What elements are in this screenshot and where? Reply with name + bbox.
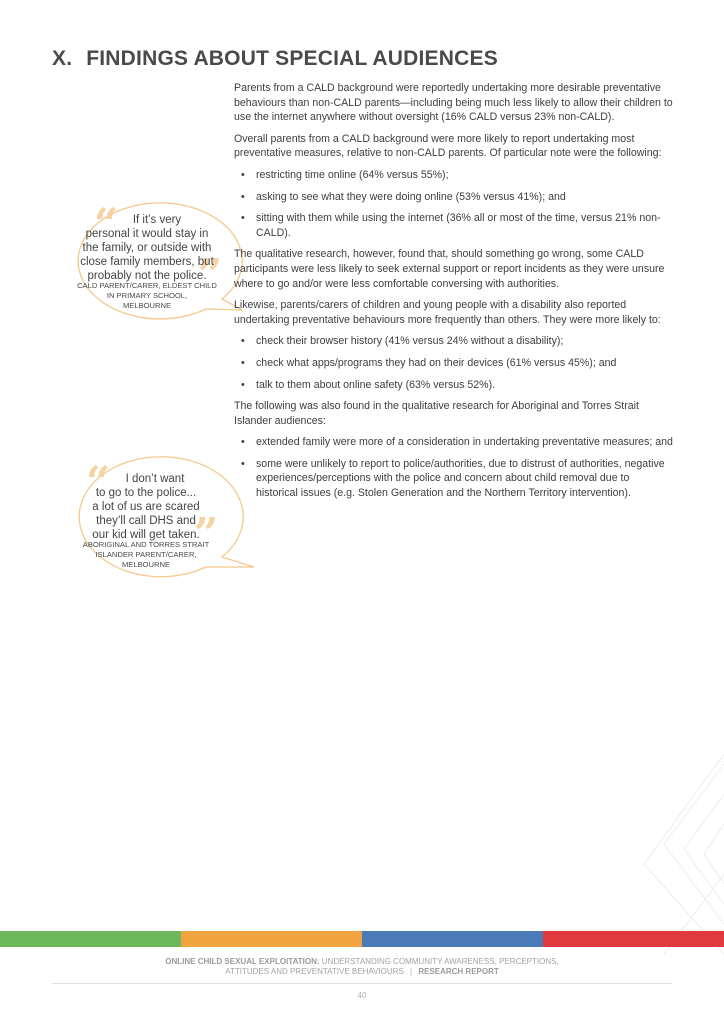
list-item: • restricting time online (64% versus 55%); bbox=[234, 168, 674, 183]
quote-text bbox=[46, 213, 248, 283]
section-title: FINDINGS ABOUT SPECIAL AUDIENCES bbox=[86, 47, 498, 70]
paragraph: Parents from a CALD background were reportedly undertaking more desirable preventative behaviours than non-CALD parents—including being much less likely to allow their children to use the internet anywhere without oversight (16% CALD versus 23% non-CALD). bbox=[234, 82, 673, 124]
color-bar-segment-orange bbox=[181, 931, 362, 947]
chevron-pattern-icon bbox=[604, 754, 724, 954]
quote-line: a lot of us are scared bbox=[92, 501, 200, 513]
section-number: X. bbox=[52, 47, 73, 70]
paragraph: The qualitative research, however, found that, should something go wrong, some CALD participants were less likely to seek external support or report incidents as they were unsure where to go and/or were less comfortable conversing with authorities. bbox=[234, 248, 665, 290]
footer-title-line2: ATTITUDES AND PREVENTATIVE BEHAVIOURS bbox=[225, 967, 404, 976]
paragraph: Likewise, parents/carers of children and young people with a disability also reported undertaking preventative behaviours more frequently than others. They were more likely to: bbox=[234, 299, 661, 326]
attribution-line: ISLANDER PARENT/CARER, bbox=[95, 550, 197, 559]
quote-bubble-atsi bbox=[46, 455, 258, 583]
footer-title-rest: UNDERSTANDING COMMUNITY AWARENESS, PERCEPTIONS, bbox=[321, 957, 559, 966]
quote-line: If it’s very bbox=[132, 214, 182, 226]
quote-line: our kid will get taken. bbox=[92, 529, 200, 541]
page-number: 40 bbox=[357, 991, 367, 1000]
quote-line: close family members, but bbox=[80, 256, 214, 268]
paragraph: The following was also found in the qualitative research for Aboriginal and Torres Strait Islander audiences: bbox=[234, 400, 639, 427]
footer-report-label: RESEARCH REPORT bbox=[418, 967, 499, 976]
close-quote-icon: ” bbox=[198, 250, 223, 299]
open-quote-icon: “ bbox=[94, 199, 119, 248]
quote-bubble-cald bbox=[46, 200, 246, 325]
bullet-list bbox=[234, 334, 674, 392]
footer-divider bbox=[52, 983, 672, 984]
list-item: • check their browser history (41% versus 24% without a disability); bbox=[234, 334, 674, 349]
list-item: • sitting with them while using the internet (36% all or most of the time, versus 21% non-CALD). bbox=[234, 211, 674, 240]
quote-line: they’ll call DHS and bbox=[96, 515, 196, 527]
color-bar bbox=[0, 931, 724, 947]
paragraph: Overall parents from a CALD background were more likely to report undertaking most preventative measures, relative to non-CALD parents. Of particular note were the following: bbox=[234, 132, 662, 160]
attribution-line: IN PRIMARY SCHOOL, bbox=[106, 291, 188, 300]
bullet-list bbox=[234, 435, 674, 500]
list-item: • extended family were more of a consideration in undertaking preventative measures; and bbox=[234, 435, 674, 450]
bullet-list bbox=[234, 168, 674, 240]
attribution-line: ABORIGINAL AND TORRES STRAIT bbox=[82, 540, 210, 549]
section-heading bbox=[52, 47, 498, 71]
quote-line: probably not the police. bbox=[87, 270, 207, 282]
footer-title-bold: ONLINE CHILD SEXUAL EXPLOITATION: bbox=[165, 957, 320, 966]
color-bar-segment-red bbox=[543, 931, 724, 947]
quote-attribution bbox=[46, 540, 246, 570]
attribution-line: CALD PARENT/CARER, ELDEST CHILD bbox=[77, 281, 217, 290]
close-quote-icon: ” bbox=[194, 509, 219, 558]
color-bar-segment-green bbox=[0, 931, 181, 947]
list-item: • some were unlikely to report to police/authorities, due to distrust of authorities, negative experiences/perceptions with the police and concern about child removal due to historical issues (e.g. Stolen Generation and the Northern Territory intervention). bbox=[234, 457, 674, 501]
list-item: • check what apps/programs they had on their devices (61% versus 45%); and bbox=[234, 356, 674, 371]
main-body bbox=[234, 81, 674, 508]
quote-line: personal it would stay in bbox=[85, 228, 209, 240]
footer-separator: | bbox=[410, 967, 413, 976]
list-item: • talk to them about online safety (63% versus 52%). bbox=[234, 378, 674, 393]
attribution-line: MELBOURNE bbox=[121, 560, 171, 569]
page-footer bbox=[0, 957, 724, 977]
quote-attribution bbox=[46, 281, 248, 311]
quote-line: the family, or outside with bbox=[82, 242, 212, 254]
quote-line: I don’t want bbox=[125, 473, 185, 485]
quote-text bbox=[46, 472, 246, 542]
attribution-line: MELBOURNE bbox=[122, 301, 172, 310]
list-item: • asking to see what they were doing online (53% versus 41%); and bbox=[234, 190, 674, 205]
color-bar-segment-blue bbox=[362, 931, 543, 947]
open-quote-icon: “ bbox=[86, 457, 111, 506]
quote-line: to go to the police... bbox=[95, 487, 197, 499]
